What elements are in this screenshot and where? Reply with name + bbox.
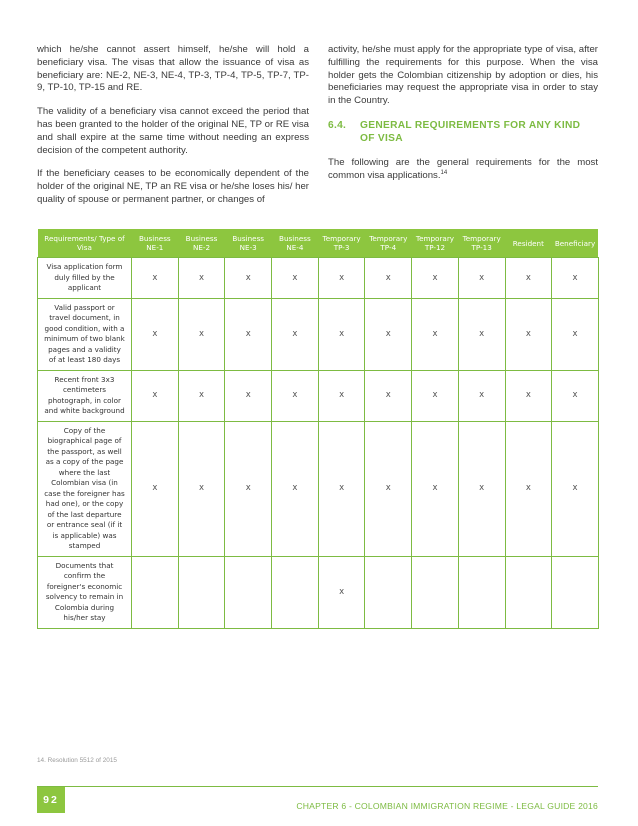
requirement-mark-cell: x	[412, 258, 459, 299]
requirement-mark-cell: x	[505, 298, 552, 370]
requirement-cell: Valid passport or travel document, in good condition, with a minimum of two blank pages and a validity of at least 180 days	[38, 298, 132, 370]
table-header-row	[38, 229, 599, 258]
header-visa-type: Business NE-4	[272, 229, 319, 258]
requirement-mark-cell: x	[272, 370, 319, 421]
requirement-mark-cell: x	[458, 298, 505, 370]
requirement-mark-cell: x	[365, 258, 412, 299]
requirement-mark-cell: x	[552, 258, 599, 299]
table-row	[38, 370, 599, 421]
requirement-mark-cell: x	[178, 258, 225, 299]
requirement-mark-cell: x	[178, 421, 225, 556]
requirement-mark-cell: x	[505, 421, 552, 556]
requirement-cell: Copy of the biographical page of the passport, as well as a copy of the page where the last Colombian visa (in case the foreigner has had one), or the copy of the last departure or entrance seal (if it is applicable) was stamped	[38, 421, 132, 556]
body-paragraph: activity, he/she must apply for the appropriate type of visa, after fulfilling the requirements for this purpose. When the visa holder gets the Colombian citizenship by adoption or dies, his beneficiaries may request the appropriate visa in order to stay in the Country.	[328, 44, 598, 107]
left-text-column	[37, 44, 309, 218]
requirement-mark-cell: x	[458, 421, 505, 556]
section-title: GENERAL REQUIREMENTS FOR ANY KIND OF VISA	[360, 119, 581, 144]
body-paragraph: The validity of a beneficiary visa cannot exceed the period that has been granted to the holder of the original NE, TP or RE visa and shall expire at the same time without needing an express decision of the competent authority.	[37, 106, 309, 156]
requirement-mark-cell: x	[552, 298, 599, 370]
requirement-mark-cell: x	[132, 258, 179, 299]
table-row	[38, 258, 599, 299]
body-paragraph: which he/she cannot assert himself, he/she will hold a beneficiary visa. The visas that allow the issuance of visa as beneficiary are: NE-2, NE-3, NE-4, TP-3, TP-4, TP-5, TP-7, TP-9, TP-10, TP-15 and RE.	[37, 44, 309, 94]
requirement-mark-cell: x	[552, 421, 599, 556]
requirement-mark-cell: x	[505, 370, 552, 421]
header-visa-type: Business NE-1	[132, 229, 179, 258]
requirement-mark-cell	[412, 556, 459, 628]
requirement-mark-cell: x	[178, 370, 225, 421]
requirement-mark-cell: x	[365, 421, 412, 556]
requirement-mark-cell: x	[318, 421, 365, 556]
requirement-mark-cell: x	[225, 258, 272, 299]
body-paragraph-text: The following are the general requirements for the most common visa applications.	[328, 156, 598, 181]
requirement-mark-cell: x	[318, 370, 365, 421]
requirement-cell: Recent front 3x3 centimeters photograph, in color and white background	[38, 370, 132, 421]
requirement-mark-cell: x	[225, 298, 272, 370]
section-heading	[328, 119, 598, 145]
requirement-mark-cell	[552, 556, 599, 628]
body-paragraph	[328, 157, 598, 183]
requirement-cell: Documents that confirm the foreigner's economic solvency to remain in Colombia during his/her stay	[38, 556, 132, 628]
header-visa-type: Temporary TP-4	[365, 229, 412, 258]
requirement-mark-cell: x	[365, 298, 412, 370]
requirement-mark-cell: x	[318, 556, 365, 628]
requirement-mark-cell: x	[132, 298, 179, 370]
requirement-mark-cell: x	[272, 298, 319, 370]
requirement-mark-cell: x	[272, 421, 319, 556]
header-visa-type: Business NE-3	[225, 229, 272, 258]
requirement-mark-cell	[225, 556, 272, 628]
requirement-mark-cell: x	[318, 258, 365, 299]
requirement-mark-cell: x	[365, 370, 412, 421]
requirement-mark-cell: x	[132, 421, 179, 556]
running-footer-title: CHAPTER 6 - COLOMBIAN IMMIGRATION REGIME - LEGAL GUIDE 2016	[296, 801, 598, 811]
table-row	[38, 556, 599, 628]
header-visa-type: Temporary TP-13	[458, 229, 505, 258]
requirement-mark-cell	[505, 556, 552, 628]
requirement-cell: Visa application form duly filled by the applicant	[38, 258, 132, 299]
header-requirements: Requirements/ Type of Visa	[38, 229, 132, 258]
requirement-mark-cell	[272, 556, 319, 628]
header-visa-type: Temporary TP-3	[318, 229, 365, 258]
table-row	[38, 298, 599, 370]
requirement-mark-cell: x	[458, 258, 505, 299]
requirement-mark-cell: x	[458, 370, 505, 421]
footnote: 14. Resolution 5512 of 2015	[37, 757, 117, 764]
body-paragraph: If the beneficiary ceases to be economically dependent of the holder of the original NE, TP an RE visa or he/she loses his/ her quality of spouse or permanent partner, or changes of	[37, 168, 309, 205]
header-visa-type: Business NE-2	[178, 229, 225, 258]
page-number: 92	[37, 787, 65, 813]
header-visa-type: Temporary TP-12	[412, 229, 459, 258]
requirement-mark-cell: x	[505, 258, 552, 299]
header-visa-type: Resident	[505, 229, 552, 258]
requirement-mark-cell	[132, 556, 179, 628]
requirement-mark-cell: x	[225, 370, 272, 421]
requirement-mark-cell: x	[412, 370, 459, 421]
requirement-mark-cell: x	[272, 258, 319, 299]
table-row	[38, 421, 599, 556]
visa-requirements-table	[37, 229, 599, 629]
requirement-mark-cell: x	[132, 370, 179, 421]
table-body	[38, 258, 599, 629]
requirement-mark-cell: x	[412, 421, 459, 556]
footer-divider	[37, 786, 598, 787]
header-visa-type: Beneficiary	[552, 229, 599, 258]
requirement-mark-cell: x	[412, 298, 459, 370]
requirement-mark-cell: x	[225, 421, 272, 556]
right-text-column	[328, 44, 598, 194]
section-number: 6.4.	[328, 119, 347, 131]
requirement-mark-cell	[365, 556, 412, 628]
requirement-mark-cell	[458, 556, 505, 628]
footnote-reference: 14	[440, 169, 448, 176]
requirement-mark-cell	[178, 556, 225, 628]
requirement-mark-cell: x	[318, 298, 365, 370]
requirement-mark-cell: x	[178, 298, 225, 370]
requirement-mark-cell: x	[552, 370, 599, 421]
